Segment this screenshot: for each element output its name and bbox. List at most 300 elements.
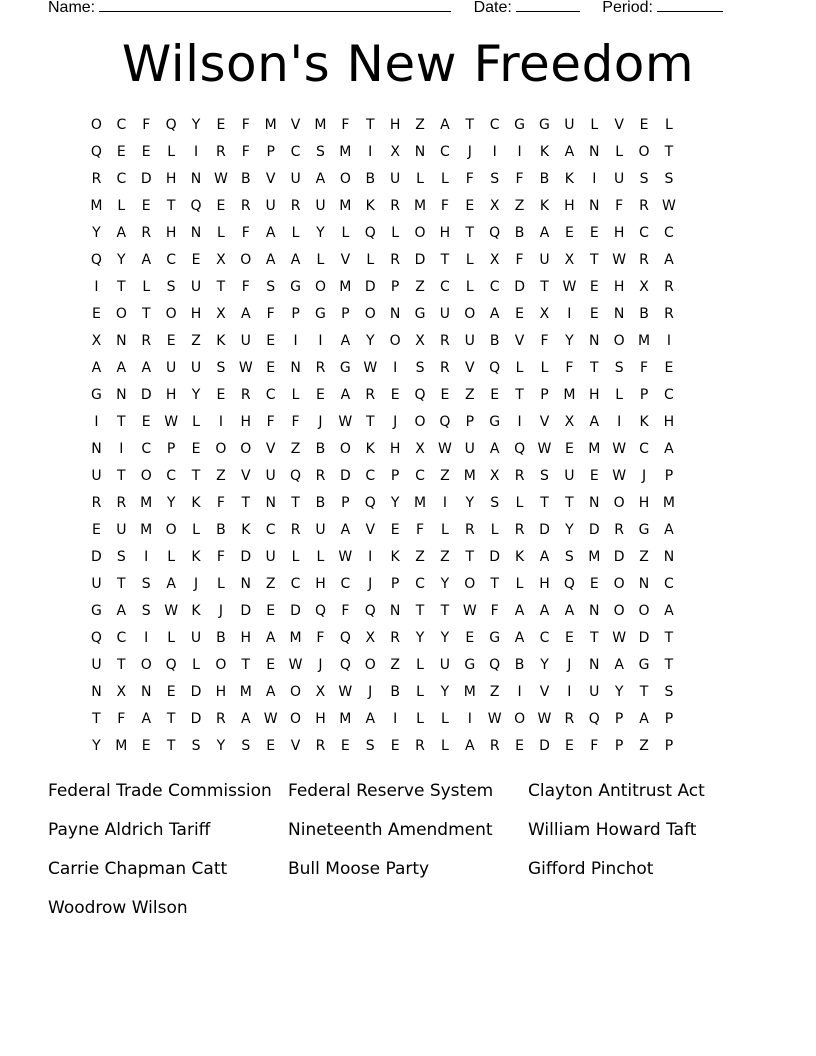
- grid-letter[interactable]: N: [290, 360, 301, 376]
- grid-letter[interactable]: E: [664, 360, 674, 376]
- grid-letter[interactable]: Q: [314, 603, 326, 619]
- grid-letter[interactable]: A: [564, 603, 575, 619]
- grid-letter[interactable]: A: [241, 306, 251, 322]
- grid-letter[interactable]: O: [613, 333, 625, 349]
- grid-letter[interactable]: F: [590, 738, 599, 754]
- grid-letter[interactable]: S: [116, 549, 126, 565]
- grid-letter[interactable]: S: [216, 360, 226, 376]
- grid-letter[interactable]: R: [440, 333, 450, 349]
- grid-letter[interactable]: Q: [489, 225, 501, 241]
- grid-letter[interactable]: X: [415, 441, 425, 457]
- grid-letter[interactable]: F: [465, 171, 474, 187]
- grid-letter[interactable]: G: [638, 657, 650, 673]
- grid-letter[interactable]: L: [441, 522, 449, 538]
- grid-letter[interactable]: G: [539, 117, 550, 133]
- grid-letter[interactable]: N: [190, 171, 202, 187]
- grid-letter[interactable]: A: [340, 522, 351, 538]
- grid-letter[interactable]: R: [216, 711, 226, 727]
- grid-letter[interactable]: L: [192, 522, 200, 538]
- grid-letter[interactable]: E: [465, 630, 475, 646]
- grid-letter[interactable]: M: [413, 495, 427, 511]
- grid-letter[interactable]: O: [90, 117, 102, 133]
- grid-letter[interactable]: L: [416, 171, 424, 187]
- grid-letter[interactable]: E: [166, 333, 176, 349]
- grid-letter[interactable]: H: [215, 684, 227, 700]
- grid-letter[interactable]: U: [190, 279, 202, 295]
- grid-letter[interactable]: P: [390, 576, 400, 592]
- grid-letter[interactable]: T: [166, 711, 176, 727]
- grid-letter[interactable]: K: [191, 495, 201, 511]
- grid-letter[interactable]: X: [564, 252, 575, 268]
- grid-letter[interactable]: W: [338, 414, 353, 430]
- grid-letter[interactable]: Q: [165, 657, 177, 673]
- grid-letter[interactable]: S: [664, 684, 674, 700]
- grid-letter[interactable]: S: [490, 171, 500, 187]
- grid-letter[interactable]: S: [639, 171, 649, 187]
- grid-letter[interactable]: I: [293, 333, 298, 349]
- grid-letter[interactable]: E: [141, 738, 151, 754]
- grid-letter[interactable]: Z: [639, 549, 649, 565]
- grid-letter[interactable]: C: [664, 225, 674, 241]
- grid-letter[interactable]: A: [116, 360, 127, 376]
- grid-letter[interactable]: E: [116, 144, 126, 160]
- grid-letter[interactable]: D: [539, 738, 550, 754]
- grid-letter[interactable]: P: [664, 468, 674, 484]
- grid-letter[interactable]: C: [664, 387, 674, 403]
- grid-letter[interactable]: B: [315, 495, 326, 511]
- grid-letter[interactable]: R: [290, 522, 301, 538]
- grid-letter[interactable]: A: [340, 387, 351, 403]
- grid-letter[interactable]: T: [291, 495, 300, 511]
- grid-letter[interactable]: D: [364, 279, 376, 295]
- grid-letter[interactable]: I: [393, 360, 398, 376]
- grid-letter[interactable]: A: [265, 252, 276, 268]
- grid-letter[interactable]: J: [368, 684, 373, 700]
- grid-letter[interactable]: Z: [514, 198, 525, 214]
- grid-letter[interactable]: T: [117, 468, 126, 484]
- grid-letter[interactable]: N: [638, 576, 650, 592]
- grid-letter[interactable]: M: [140, 495, 153, 511]
- grid-letter[interactable]: R: [415, 738, 425, 754]
- grid-letter[interactable]: T: [465, 117, 475, 133]
- grid-letter[interactable]: A: [241, 711, 251, 727]
- grid-letter[interactable]: C: [265, 522, 276, 538]
- grid-letter[interactable]: H: [165, 171, 177, 187]
- grid-letter[interactable]: B: [489, 333, 500, 349]
- grid-letter[interactable]: R: [315, 360, 326, 376]
- grid-letter[interactable]: L: [665, 117, 673, 133]
- grid-letter[interactable]: L: [416, 657, 424, 673]
- grid-letter[interactable]: J: [368, 576, 373, 592]
- grid-letter[interactable]: T: [117, 576, 126, 592]
- grid-letter[interactable]: L: [540, 360, 549, 376]
- grid-letter[interactable]: E: [216, 387, 226, 403]
- grid-letter[interactable]: O: [165, 306, 177, 322]
- grid-letter[interactable]: P: [291, 306, 300, 322]
- grid-letter[interactable]: H: [539, 576, 550, 592]
- grid-letter[interactable]: X: [489, 252, 500, 268]
- grid-letter[interactable]: R: [141, 333, 152, 349]
- grid-letter[interactable]: E: [490, 387, 500, 403]
- grid-letter[interactable]: A: [664, 441, 674, 457]
- grid-letter[interactable]: A: [664, 522, 674, 538]
- grid-letter[interactable]: C: [664, 576, 674, 592]
- grid-letter[interactable]: E: [390, 738, 400, 754]
- grid-letter[interactable]: U: [190, 630, 202, 646]
- grid-letter[interactable]: F: [266, 414, 275, 430]
- grid-letter[interactable]: C: [415, 468, 425, 484]
- grid-letter[interactable]: T: [664, 630, 674, 646]
- grid-letter[interactable]: L: [192, 414, 200, 430]
- grid-letter[interactable]: D: [190, 711, 202, 727]
- grid-letter[interactable]: Q: [364, 495, 376, 511]
- grid-letter[interactable]: G: [489, 630, 501, 646]
- grid-letter[interactable]: W: [662, 198, 676, 214]
- grid-letter[interactable]: E: [639, 117, 649, 133]
- grid-letter[interactable]: I: [144, 630, 149, 646]
- grid-letter[interactable]: K: [191, 603, 201, 619]
- grid-letter[interactable]: M: [413, 198, 427, 214]
- grid-letter[interactable]: F: [440, 198, 449, 214]
- grid-letter[interactable]: U: [564, 117, 575, 133]
- grid-letter[interactable]: H: [165, 225, 177, 241]
- grid-letter[interactable]: E: [266, 333, 276, 349]
- grid-letter[interactable]: H: [663, 414, 675, 430]
- grid-letter[interactable]: E: [589, 576, 599, 592]
- grid-letter[interactable]: C: [440, 279, 450, 295]
- grid-letter[interactable]: E: [589, 468, 599, 484]
- grid-letter[interactable]: O: [613, 576, 625, 592]
- grid-letter[interactable]: Z: [440, 468, 450, 484]
- grid-letter[interactable]: H: [389, 117, 401, 133]
- grid-letter[interactable]: E: [266, 603, 276, 619]
- grid-letter[interactable]: K: [241, 522, 251, 538]
- grid-letter[interactable]: A: [589, 414, 600, 430]
- grid-letter[interactable]: L: [167, 630, 176, 646]
- grid-letter[interactable]: U: [439, 657, 451, 673]
- grid-letter[interactable]: Q: [339, 630, 351, 646]
- grid-letter[interactable]: O: [638, 144, 650, 160]
- grid-letter[interactable]: D: [140, 171, 152, 187]
- grid-letter[interactable]: X: [216, 252, 226, 268]
- grid-letter[interactable]: R: [639, 252, 649, 268]
- grid-letter[interactable]: J: [567, 657, 572, 673]
- grid-letter[interactable]: A: [489, 306, 500, 322]
- grid-letter[interactable]: L: [291, 387, 300, 403]
- grid-letter[interactable]: W: [338, 684, 353, 700]
- grid-letter[interactable]: F: [291, 414, 300, 430]
- grid-letter[interactable]: X: [639, 279, 649, 295]
- grid-letter[interactable]: A: [265, 225, 276, 241]
- grid-letter[interactable]: E: [564, 225, 574, 241]
- grid-letter[interactable]: K: [365, 441, 375, 457]
- grid-letter[interactable]: X: [390, 144, 400, 160]
- grid-letter[interactable]: J: [318, 657, 323, 673]
- grid-letter[interactable]: L: [117, 198, 126, 214]
- grid-letter[interactable]: E: [390, 522, 400, 538]
- grid-letter[interactable]: T: [589, 252, 599, 268]
- grid-letter[interactable]: F: [216, 495, 225, 511]
- grid-letter[interactable]: I: [617, 414, 622, 430]
- grid-letter[interactable]: B: [390, 684, 400, 700]
- grid-letter[interactable]: T: [166, 738, 176, 754]
- grid-letter[interactable]: S: [614, 360, 624, 376]
- grid-letter[interactable]: M: [463, 684, 476, 700]
- grid-letter[interactable]: A: [539, 549, 550, 565]
- grid-letter[interactable]: E: [191, 441, 201, 457]
- grid-letter[interactable]: N: [414, 144, 426, 160]
- grid-letter[interactable]: L: [515, 576, 524, 592]
- grid-letter[interactable]: T: [589, 360, 599, 376]
- grid-letter[interactable]: T: [465, 549, 475, 565]
- grid-letter[interactable]: D: [514, 279, 525, 295]
- grid-letter[interactable]: U: [190, 360, 202, 376]
- grid-letter[interactable]: U: [116, 522, 127, 538]
- grid-letter[interactable]: I: [393, 711, 398, 727]
- grid-letter[interactable]: F: [565, 360, 574, 376]
- grid-letter[interactable]: A: [141, 252, 152, 268]
- grid-letter[interactable]: R: [514, 522, 525, 538]
- grid-letter[interactable]: K: [539, 144, 550, 160]
- grid-letter[interactable]: S: [490, 495, 500, 511]
- grid-letter[interactable]: P: [166, 441, 176, 457]
- grid-letter[interactable]: Z: [415, 549, 425, 565]
- grid-letter[interactable]: A: [91, 360, 102, 376]
- grid-letter[interactable]: I: [368, 144, 373, 160]
- grid-letter[interactable]: D: [240, 603, 252, 619]
- grid-letter[interactable]: K: [514, 549, 525, 565]
- grid-letter[interactable]: D: [140, 387, 152, 403]
- grid-letter[interactable]: R: [564, 711, 575, 727]
- grid-letter[interactable]: C: [415, 576, 425, 592]
- grid-letter[interactable]: B: [216, 630, 226, 646]
- grid-letter[interactable]: I: [94, 279, 99, 295]
- grid-letter[interactable]: A: [489, 441, 500, 457]
- grid-letter[interactable]: D: [613, 549, 625, 565]
- grid-letter[interactable]: E: [564, 441, 574, 457]
- grid-letter[interactable]: H: [638, 495, 650, 511]
- grid-letter[interactable]: T: [540, 279, 549, 295]
- grid-letter[interactable]: M: [239, 684, 252, 700]
- grid-letter[interactable]: C: [639, 225, 649, 241]
- grid-letter[interactable]: B: [514, 657, 525, 673]
- grid-letter[interactable]: W: [338, 549, 353, 565]
- grid-letter[interactable]: E: [440, 387, 450, 403]
- grid-letter[interactable]: B: [514, 225, 525, 241]
- grid-letter[interactable]: O: [240, 441, 252, 457]
- grid-letter[interactable]: E: [141, 144, 151, 160]
- grid-letter[interactable]: X: [315, 684, 326, 700]
- grid-letter[interactable]: U: [539, 252, 550, 268]
- grid-letter[interactable]: Y: [614, 684, 624, 700]
- grid-letter[interactable]: N: [265, 495, 276, 511]
- grid-letter[interactable]: T: [241, 657, 251, 673]
- grid-letter[interactable]: H: [315, 711, 326, 727]
- grid-letter[interactable]: H: [190, 306, 202, 322]
- grid-letter[interactable]: R: [639, 198, 649, 214]
- grid-letter[interactable]: R: [240, 387, 251, 403]
- grid-letter[interactable]: E: [589, 225, 599, 241]
- grid-letter[interactable]: D: [539, 522, 550, 538]
- grid-letter[interactable]: Y: [216, 738, 226, 754]
- grid-letter[interactable]: U: [464, 333, 475, 349]
- grid-letter[interactable]: V: [539, 414, 550, 430]
- grid-letter[interactable]: T: [589, 630, 599, 646]
- grid-letter[interactable]: L: [615, 144, 624, 160]
- grid-letter[interactable]: H: [240, 414, 252, 430]
- grid-letter[interactable]: Y: [565, 522, 574, 538]
- grid-letter[interactable]: I: [218, 414, 223, 430]
- grid-letter[interactable]: O: [364, 657, 376, 673]
- grid-letter[interactable]: U: [315, 198, 326, 214]
- grid-letter[interactable]: A: [539, 225, 550, 241]
- grid-letter[interactable]: G: [339, 360, 351, 376]
- grid-letter[interactable]: F: [515, 171, 524, 187]
- grid-letter[interactable]: Z: [415, 279, 425, 295]
- grid-letter[interactable]: L: [441, 711, 449, 727]
- grid-letter[interactable]: N: [663, 549, 675, 565]
- grid-letter[interactable]: O: [140, 468, 152, 484]
- grid-letter[interactable]: F: [241, 279, 250, 295]
- grid-letter[interactable]: O: [464, 576, 476, 592]
- grid-letter[interactable]: E: [316, 387, 325, 403]
- grid-letter[interactable]: Y: [191, 117, 201, 133]
- grid-letter[interactable]: P: [390, 468, 400, 484]
- grid-letter[interactable]: L: [416, 711, 424, 727]
- grid-letter[interactable]: E: [266, 657, 276, 673]
- grid-letter[interactable]: C: [141, 441, 152, 457]
- grid-letter[interactable]: I: [368, 549, 373, 565]
- grid-letter[interactable]: G: [464, 657, 476, 673]
- grid-letter[interactable]: C: [290, 576, 301, 592]
- grid-letter[interactable]: O: [115, 306, 127, 322]
- grid-letter[interactable]: C: [166, 468, 176, 484]
- grid-letter[interactable]: F: [341, 603, 350, 619]
- grid-letter[interactable]: H: [165, 387, 177, 403]
- grid-letter[interactable]: W: [612, 252, 627, 268]
- grid-letter[interactable]: I: [517, 414, 522, 430]
- grid-letter[interactable]: S: [415, 360, 425, 376]
- grid-letter[interactable]: E: [92, 306, 101, 322]
- grid-letter[interactable]: D: [190, 684, 202, 700]
- grid-letter[interactable]: Q: [190, 198, 202, 214]
- grid-letter[interactable]: Z: [265, 576, 276, 592]
- grid-letter[interactable]: N: [240, 576, 252, 592]
- grid-letter[interactable]: H: [564, 198, 575, 214]
- grid-letter[interactable]: U: [614, 171, 625, 187]
- grid-letter[interactable]: Y: [92, 225, 101, 241]
- grid-letter[interactable]: P: [614, 711, 624, 727]
- grid-letter[interactable]: Y: [440, 630, 450, 646]
- grid-letter[interactable]: A: [265, 684, 276, 700]
- grid-letter[interactable]: M: [563, 387, 576, 403]
- grid-letter[interactable]: D: [240, 549, 252, 565]
- grid-letter[interactable]: V: [365, 522, 376, 538]
- grid-letter[interactable]: R: [440, 360, 450, 376]
- grid-letter[interactable]: W: [537, 711, 552, 727]
- grid-letter[interactable]: A: [514, 603, 525, 619]
- grid-letter[interactable]: T: [117, 414, 126, 430]
- grid-letter[interactable]: Q: [414, 387, 426, 403]
- grid-letter[interactable]: Z: [191, 333, 201, 349]
- grid-letter[interactable]: O: [215, 657, 227, 673]
- grid-letter[interactable]: X: [116, 684, 127, 700]
- grid-letter[interactable]: Z: [290, 441, 301, 457]
- grid-letter[interactable]: Z: [639, 738, 649, 754]
- grid-letter[interactable]: X: [539, 306, 550, 322]
- grid-letter[interactable]: W: [238, 360, 253, 376]
- grid-letter[interactable]: T: [515, 387, 524, 403]
- grid-letter[interactable]: T: [92, 711, 101, 727]
- grid-letter[interactable]: P: [465, 414, 475, 430]
- grid-letter[interactable]: A: [290, 252, 301, 268]
- grid-letter[interactable]: N: [116, 387, 127, 403]
- grid-letter[interactable]: E: [216, 198, 226, 214]
- grid-letter[interactable]: J: [193, 576, 199, 592]
- grid-letter[interactable]: H: [613, 279, 625, 295]
- grid-letter[interactable]: N: [589, 495, 600, 511]
- grid-letter[interactable]: G: [315, 306, 326, 322]
- grid-letter[interactable]: L: [142, 279, 151, 295]
- grid-letter[interactable]: Y: [365, 333, 375, 349]
- grid-letter[interactable]: R: [664, 279, 674, 295]
- grid-letter[interactable]: P: [639, 387, 649, 403]
- date-blank-line[interactable]: [516, 0, 580, 12]
- grid-letter[interactable]: O: [339, 171, 351, 187]
- grid-letter[interactable]: C: [166, 252, 176, 268]
- grid-letter[interactable]: U: [240, 333, 251, 349]
- grid-letter[interactable]: M: [637, 333, 651, 349]
- grid-letter[interactable]: G: [514, 117, 526, 133]
- grid-letter[interactable]: H: [389, 441, 401, 457]
- grid-letter[interactable]: G: [638, 522, 650, 538]
- period-blank-line[interactable]: [657, 0, 723, 12]
- grid-letter[interactable]: E: [340, 738, 350, 754]
- grid-letter[interactable]: Z: [415, 117, 425, 133]
- grid-letter[interactable]: W: [462, 603, 477, 619]
- grid-letter[interactable]: R: [664, 306, 674, 322]
- grid-letter[interactable]: R: [489, 738, 500, 754]
- grid-letter[interactable]: G: [489, 414, 501, 430]
- grid-letter[interactable]: W: [164, 414, 179, 430]
- grid-letter[interactable]: L: [366, 252, 375, 268]
- grid-letter[interactable]: U: [564, 468, 575, 484]
- grid-letter[interactable]: N: [116, 333, 127, 349]
- grid-letter[interactable]: S: [365, 738, 375, 754]
- grid-letter[interactable]: N: [389, 603, 401, 619]
- grid-letter[interactable]: W: [537, 441, 552, 457]
- grid-letter[interactable]: L: [192, 657, 200, 673]
- grid-letter[interactable]: M: [339, 711, 352, 727]
- grid-letter[interactable]: Q: [290, 468, 302, 484]
- grid-letter[interactable]: O: [339, 441, 351, 457]
- grid-letter[interactable]: B: [315, 441, 326, 457]
- grid-letter[interactable]: C: [340, 576, 351, 592]
- grid-letter[interactable]: F: [640, 360, 649, 376]
- grid-letter[interactable]: R: [315, 738, 326, 754]
- grid-letter[interactable]: L: [167, 144, 176, 160]
- grid-letter[interactable]: O: [165, 522, 177, 538]
- grid-letter[interactable]: T: [540, 495, 549, 511]
- grid-letter[interactable]: R: [91, 495, 102, 511]
- grid-letter[interactable]: Y: [191, 387, 201, 403]
- grid-letter[interactable]: R: [91, 171, 102, 187]
- grid-letter[interactable]: Q: [489, 657, 501, 673]
- grid-letter[interactable]: X: [91, 333, 102, 349]
- grid-letter[interactable]: E: [266, 738, 276, 754]
- grid-letter[interactable]: L: [341, 225, 350, 241]
- grid-letter[interactable]: S: [664, 171, 674, 187]
